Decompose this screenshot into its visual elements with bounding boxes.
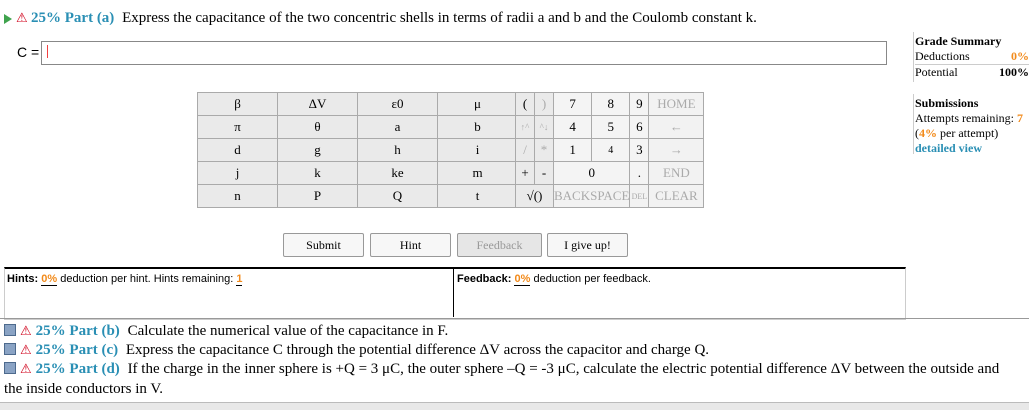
warning-icon: ⚠ bbox=[20, 342, 32, 357]
attempts-label: Attempts remaining: bbox=[915, 111, 1014, 125]
hints-label: Hints: bbox=[7, 273, 39, 285]
key-delta-v[interactable]: ΔV bbox=[278, 93, 358, 116]
grade-summary bbox=[915, 34, 1029, 80]
key-a[interactable]: a bbox=[358, 116, 438, 139]
key-epsilon0[interactable]: ε0 bbox=[358, 93, 438, 116]
hints-text: deduction per hint. Hints remaining: bbox=[60, 273, 234, 285]
feedback-label: Feedback: bbox=[457, 273, 512, 285]
feedback-pct: 0% bbox=[514, 273, 531, 285]
attempts-value: 7 bbox=[1016, 111, 1023, 125]
key-sqrt[interactable]: √() bbox=[516, 185, 554, 208]
submissions-box: Submissions Attempts remaining: 7 (4% per attempt) detailed view bbox=[915, 96, 1029, 156]
part-question: Calculate the numerical value of the capacitance in F. bbox=[127, 323, 449, 339]
give-up-button[interactable]: I give up! bbox=[547, 233, 628, 257]
collapsed-part-icon[interactable] bbox=[4, 324, 16, 336]
feedback-text: deduction per feedback. bbox=[533, 273, 651, 285]
key-d[interactable]: d bbox=[198, 139, 278, 162]
key-7[interactable]: 7 bbox=[554, 93, 592, 116]
per-attempt-pct: 4% bbox=[919, 126, 937, 140]
text-cursor: | bbox=[46, 43, 50, 59]
key-ke[interactable]: ke bbox=[358, 162, 438, 185]
key-6[interactable]: 6 bbox=[630, 116, 649, 139]
key-theta[interactable]: θ bbox=[278, 116, 358, 139]
key-m[interactable]: m bbox=[438, 162, 518, 185]
key-k[interactable]: k bbox=[278, 162, 358, 185]
submissions-divider bbox=[913, 94, 914, 154]
deductions-label: Deductions bbox=[915, 49, 970, 63]
key-g[interactable]: g bbox=[278, 139, 358, 162]
part-question: Express the capacitance of the two concentric shells in terms of radii a and b and the Coulomb constant k. bbox=[122, 10, 757, 26]
key-mu[interactable]: μ bbox=[438, 93, 518, 116]
collapsed-part-icon[interactable] bbox=[4, 343, 16, 355]
symbol-keypad bbox=[197, 92, 518, 208]
key-1[interactable]: 1 bbox=[554, 139, 592, 162]
key-2[interactable]: 4 bbox=[592, 139, 630, 162]
key-backspace[interactable]: BACKSPACE bbox=[554, 185, 630, 208]
collapsed-part-icon[interactable] bbox=[4, 362, 16, 374]
part-label: Part (b) bbox=[69, 323, 120, 339]
part-percent: 25% bbox=[35, 342, 66, 358]
key-t[interactable]: t bbox=[438, 185, 518, 208]
key-superscript[interactable]: ↑^ bbox=[516, 116, 535, 139]
key-minus[interactable]: - bbox=[535, 162, 554, 185]
part-percent: 25% bbox=[31, 10, 61, 26]
hints-line bbox=[7, 273, 242, 285]
hints-remaining: 1 bbox=[236, 273, 243, 285]
key-plus[interactable]: + bbox=[516, 162, 535, 185]
part-question: If the charge in the inner sphere is +Q = 3 μC, the outer sphere –Q = -3 μC, calculate the electric potential difference ΔV between the outside and the inside conductors in V. bbox=[4, 361, 1000, 397]
answer-input[interactable] bbox=[41, 41, 887, 65]
key-home[interactable]: HOME bbox=[649, 93, 704, 116]
grade-title: Grade Summary bbox=[915, 34, 1002, 48]
key-pi[interactable]: π bbox=[198, 116, 278, 139]
answer-label: C = bbox=[17, 44, 40, 60]
warning-icon: ⚠ bbox=[20, 361, 32, 376]
key-divide[interactable]: / bbox=[516, 139, 535, 162]
hint-button[interactable]: Hint bbox=[370, 233, 451, 257]
key-i[interactable]: i bbox=[438, 139, 518, 162]
part-label: Part (a) bbox=[64, 10, 115, 26]
key-end[interactable]: END bbox=[649, 162, 704, 185]
number-keypad bbox=[515, 92, 704, 208]
key-left[interactable]: ← bbox=[649, 116, 704, 139]
feedback-line bbox=[457, 273, 651, 285]
part-b-row[interactable] bbox=[4, 322, 1024, 340]
part-percent: 25% bbox=[35, 323, 66, 339]
expand-arrow-icon[interactable] bbox=[4, 14, 12, 24]
deductions-value: 0% bbox=[1011, 49, 1029, 63]
key-9[interactable]: 9 bbox=[630, 93, 649, 116]
key-8[interactable]: 8 bbox=[592, 93, 630, 116]
key-dot[interactable]: . bbox=[630, 162, 649, 185]
part-d-row[interactable] bbox=[4, 359, 1014, 399]
warning-icon: ⚠ bbox=[20, 323, 32, 338]
key-3[interactable]: 3 bbox=[630, 139, 649, 162]
key-p[interactable]: P bbox=[278, 185, 358, 208]
grade-divider bbox=[913, 32, 914, 82]
key-j[interactable]: j bbox=[198, 162, 278, 185]
feedback-button[interactable]: Feedback bbox=[457, 233, 542, 257]
key-5[interactable]: 5 bbox=[592, 116, 630, 139]
potential-label: Potential bbox=[915, 65, 958, 79]
key-clear[interactable]: CLEAR bbox=[649, 185, 704, 208]
per-attempt-text: per attempt) bbox=[940, 126, 999, 140]
potential-value: 100% bbox=[999, 65, 1029, 79]
part-a-header bbox=[31, 10, 757, 27]
key-n[interactable]: n bbox=[198, 185, 278, 208]
key-beta[interactable]: β bbox=[198, 93, 278, 116]
part-question: Express the capacitance C through the potential difference ΔV across the capacitor and charge Q. bbox=[125, 342, 710, 358]
panel-divider bbox=[453, 269, 454, 317]
part-label: Part (c) bbox=[69, 342, 119, 358]
key-multiply[interactable]: * bbox=[535, 139, 554, 162]
key-q[interactable]: Q bbox=[358, 185, 438, 208]
key-b[interactable]: b bbox=[438, 116, 518, 139]
key-0[interactable]: 0 bbox=[554, 162, 630, 185]
detailed-view-link[interactable]: detailed view bbox=[915, 141, 982, 155]
key-close-paren[interactable]: ) bbox=[535, 93, 554, 116]
part-percent: 25% bbox=[35, 361, 66, 377]
part-label: Part (d) bbox=[69, 361, 120, 377]
submit-button[interactable]: Submit bbox=[283, 233, 364, 257]
part-c-row[interactable] bbox=[4, 341, 1024, 359]
key-del[interactable]: DEL bbox=[630, 185, 649, 208]
warning-icon: ⚠ bbox=[16, 10, 28, 25]
key-subscript[interactable]: ^↓ bbox=[535, 116, 554, 139]
submissions-title: Submissions bbox=[915, 96, 979, 110]
key-right[interactable]: → bbox=[649, 139, 704, 162]
parts-divider bbox=[0, 318, 1029, 319]
hints-pct: 0% bbox=[41, 273, 58, 285]
key-open-paren[interactable]: ( bbox=[516, 93, 535, 116]
key-h[interactable]: h bbox=[358, 139, 438, 162]
key-4[interactable]: 4 bbox=[554, 116, 592, 139]
